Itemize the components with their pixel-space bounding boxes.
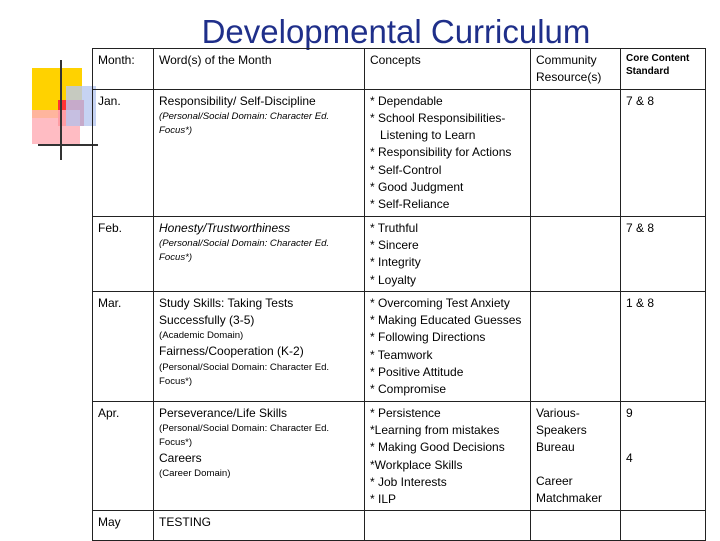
header-standard: Core Content Standard bbox=[621, 49, 706, 90]
word-note: (Personal/Social Domain: Character Ed. Focus*) bbox=[159, 110, 330, 136]
table-row bbox=[93, 89, 706, 216]
concept-item: * Self-Control bbox=[370, 162, 442, 177]
concept-item: * School Responsibilities- bbox=[370, 110, 506, 125]
concept-item: * Following Directions bbox=[370, 330, 486, 345]
concept-item: * Teamwork bbox=[370, 347, 433, 362]
community-resource-2: Career Matchmaker bbox=[536, 473, 603, 505]
concept-item: * Good Judgment bbox=[370, 180, 464, 195]
concept-item: * Positive Attitude bbox=[370, 365, 464, 380]
row-community bbox=[531, 89, 621, 216]
concept-item: * Compromise bbox=[370, 382, 447, 397]
header-concepts: Concepts bbox=[365, 49, 531, 90]
table-row bbox=[93, 291, 706, 401]
row-concepts bbox=[365, 511, 531, 541]
concept-item: * Making Good Decisions bbox=[370, 440, 505, 455]
word-of-month: Honesty/Trustworthiness bbox=[159, 220, 291, 235]
row-community bbox=[531, 401, 621, 511]
concept-item: * Truthful bbox=[370, 220, 419, 235]
concept-item: *Learning from mistakes bbox=[370, 422, 500, 437]
word-of-month-2: Fairness/Cooperation (K-2) bbox=[159, 344, 304, 359]
row-concepts bbox=[365, 401, 531, 511]
header-community: Community Resource(s) bbox=[531, 49, 621, 90]
row-words bbox=[154, 291, 365, 401]
row-words bbox=[154, 216, 365, 291]
word-of-month: Responsibility/ Self-Discipline bbox=[159, 93, 316, 108]
row-community bbox=[531, 216, 621, 291]
concept-item: *Workplace Skills bbox=[370, 457, 463, 472]
page-title: Developmental Curriculum bbox=[201, 13, 591, 50]
table-row bbox=[93, 401, 706, 511]
word-note-2: (Personal/Social Domain: Character Ed. Focus*) bbox=[159, 361, 330, 387]
row-month: Feb. bbox=[93, 216, 154, 291]
concept-item: * Overcoming Test Anxiety bbox=[370, 295, 510, 310]
concept-item: * Responsibility for Actions bbox=[370, 145, 512, 160]
standard-value-2: 4 bbox=[626, 450, 633, 465]
table-row bbox=[93, 216, 706, 291]
row-concepts bbox=[365, 291, 531, 401]
concept-item: * Integrity bbox=[370, 255, 421, 270]
concept-item: * Loyalty bbox=[370, 272, 417, 287]
word-of-month: Perseverance/Life Skills bbox=[159, 405, 288, 420]
concept-item: * Self-Reliance bbox=[370, 197, 450, 212]
concept-item: Listening to Learn bbox=[380, 128, 476, 143]
curriculum-table bbox=[92, 48, 706, 541]
word-of-month-2: Careers bbox=[159, 450, 202, 465]
row-standard bbox=[621, 511, 706, 541]
table-row bbox=[93, 511, 706, 541]
row-community bbox=[531, 511, 621, 541]
word-note: (Academic Domain) bbox=[159, 330, 244, 342]
word-note: (Personal/Social Domain: Character Ed. Focus*) bbox=[159, 237, 330, 263]
concept-item: * Persistence bbox=[370, 405, 441, 420]
row-standard: 7 & 8 bbox=[621, 216, 706, 291]
row-words: TESTING bbox=[154, 511, 365, 541]
header-month: Month: bbox=[93, 49, 154, 90]
row-standard bbox=[621, 401, 706, 511]
row-concepts bbox=[365, 89, 531, 216]
header-words: Word(s) of the Month bbox=[154, 49, 365, 90]
row-standard: 1 & 8 bbox=[621, 291, 706, 401]
word-of-month: Study Skills: Taking Tests Successfully (3-5) bbox=[159, 295, 294, 328]
row-community bbox=[531, 291, 621, 401]
word-note-2: (Career Domain) bbox=[159, 468, 231, 480]
row-words bbox=[154, 89, 365, 216]
row-standard: 7 & 8 bbox=[621, 89, 706, 216]
word-note: (Personal/Social Domain: Character Ed. Focus*) bbox=[159, 422, 330, 448]
concept-item: * Making Educated Guesses bbox=[370, 313, 522, 328]
concept-item: * ILP bbox=[370, 492, 397, 507]
header-row bbox=[93, 49, 706, 90]
deco-horizontal-line bbox=[38, 144, 98, 146]
row-month: May bbox=[93, 511, 154, 541]
row-month: Mar. bbox=[93, 291, 154, 401]
concept-item: * Dependable bbox=[370, 93, 443, 108]
row-concepts bbox=[365, 216, 531, 291]
row-month: Apr. bbox=[93, 401, 154, 511]
standard-value: 9 bbox=[626, 405, 633, 420]
community-resource: Various- Speakers Bureau bbox=[536, 405, 587, 455]
concept-item: * Job Interests bbox=[370, 474, 447, 489]
concept-item: * Sincere bbox=[370, 237, 419, 252]
row-words bbox=[154, 401, 365, 511]
row-month: Jan. bbox=[93, 89, 154, 216]
